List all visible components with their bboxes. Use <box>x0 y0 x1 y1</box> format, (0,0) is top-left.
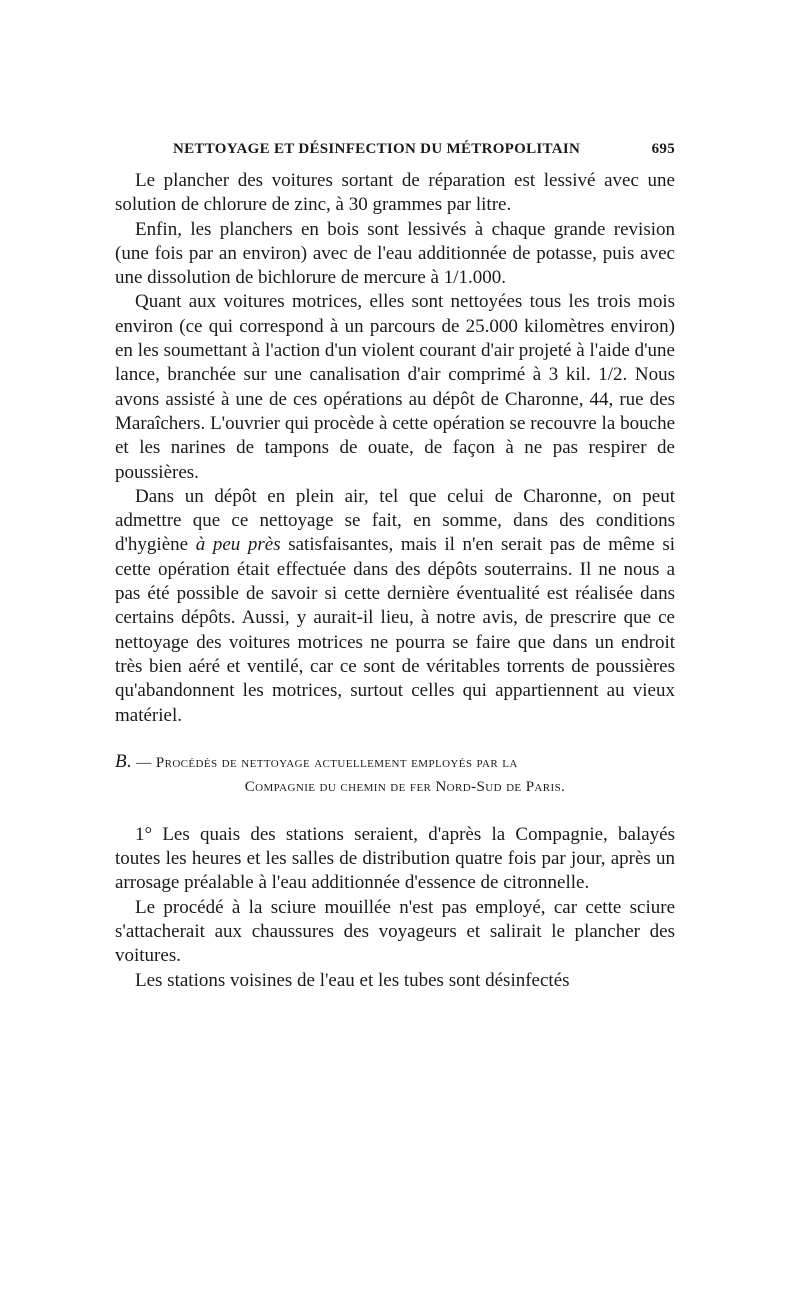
paragraph-4-emphasis: à peu près <box>195 534 281 556</box>
paragraph-6: Le procédé à la sciure mouillée n'est pas employé, car cette sciure s'attacherait aux chaussures des voyageurs et salirait le plancher des voitures. <box>115 896 675 967</box>
paragraph-3: Quant aux voitures motrices, elles sont nettoyées tous les trois mois environ (ce qui correspond à un parcours de 25.000 kilomètres environ) en les soumettant à l'action d'un violent courant d'air projeté à l'aide d'une lance, branchée sur une canalisation d'air comprimé à 3 kil. 1/2. Nous avons assisté à une de ces opérations au dépôt de Charonne, 44, rue des Maraîchers. L'ouvrier qui procède à cette opération se recouvre la bouche et les narines de tampons de ouate, de façon à ne pas respirer de poussières. <box>115 291 675 483</box>
paragraph-7: Les stations voisines de l'eau et les tubes sont désinfectés <box>135 969 570 991</box>
page-number: 695 <box>651 141 675 157</box>
section-heading-line-1 <box>115 750 675 775</box>
section-letter: B. <box>115 750 133 772</box>
paragraph-2: Enfin, les planchers en bois sont lessivés à chaque grande revision (une fois par an environ) avec de l'eau additionnée de potasse, puis avec une dissolution de bichlorure de mercure à 1/1.000. <box>115 218 675 289</box>
book-page <box>115 141 675 993</box>
paragraph-4-text-a: Dans un dépôt en plein air, tel que celui de Charonne, on peut admettre que ce nettoyage se fait, en somme, dans des conditions d'hygiène <box>115 485 675 556</box>
section-heading <box>115 750 675 799</box>
paragraph-4-text-b: satisfaisantes, mais il n'en serait pas de même si cette opération était effectuée dans des dépôts souterrains. Il ne nous a pas été possible de savoir si cette dernière éventualité est réalisée dans certains dépôts. Aussi, y aurait-il lieu, à notre avis, de prescrire que ce nettoyage des voitures motrices ne pourra se faire que dans un endroit très bien aéré et ventilé, car ce sont de véritables torrents de poussières qu'abandonnent les motrices, surtout celles qui appartiennent au vieux matériel. <box>115 534 676 726</box>
running-title: NETTOYAGE ET DÉSINFECTION DU MÉTROPOLITAIN <box>173 141 581 157</box>
section-heading-line-2: Compagnie du chemin de fer Nord-Sud de Paris. <box>244 778 566 795</box>
paragraph-1: Le plancher des voitures sortant de réparation est lessivé avec une solution de chlorure de zinc, à 30 grammes par litre. <box>115 170 675 216</box>
section-heading-text-1: — Procédés de nettoyage actuellement employés par la <box>132 754 518 771</box>
paragraph-4 <box>115 485 675 728</box>
running-header <box>173 141 675 169</box>
paragraph-5: 1° Les quais des stations seraient, d'après la Compagnie, balayés toutes les heures et les salles de distribution quatre fois par jour, après un arrosage préalable à l'eau additionnée d'essence de citronnelle. <box>115 823 675 894</box>
